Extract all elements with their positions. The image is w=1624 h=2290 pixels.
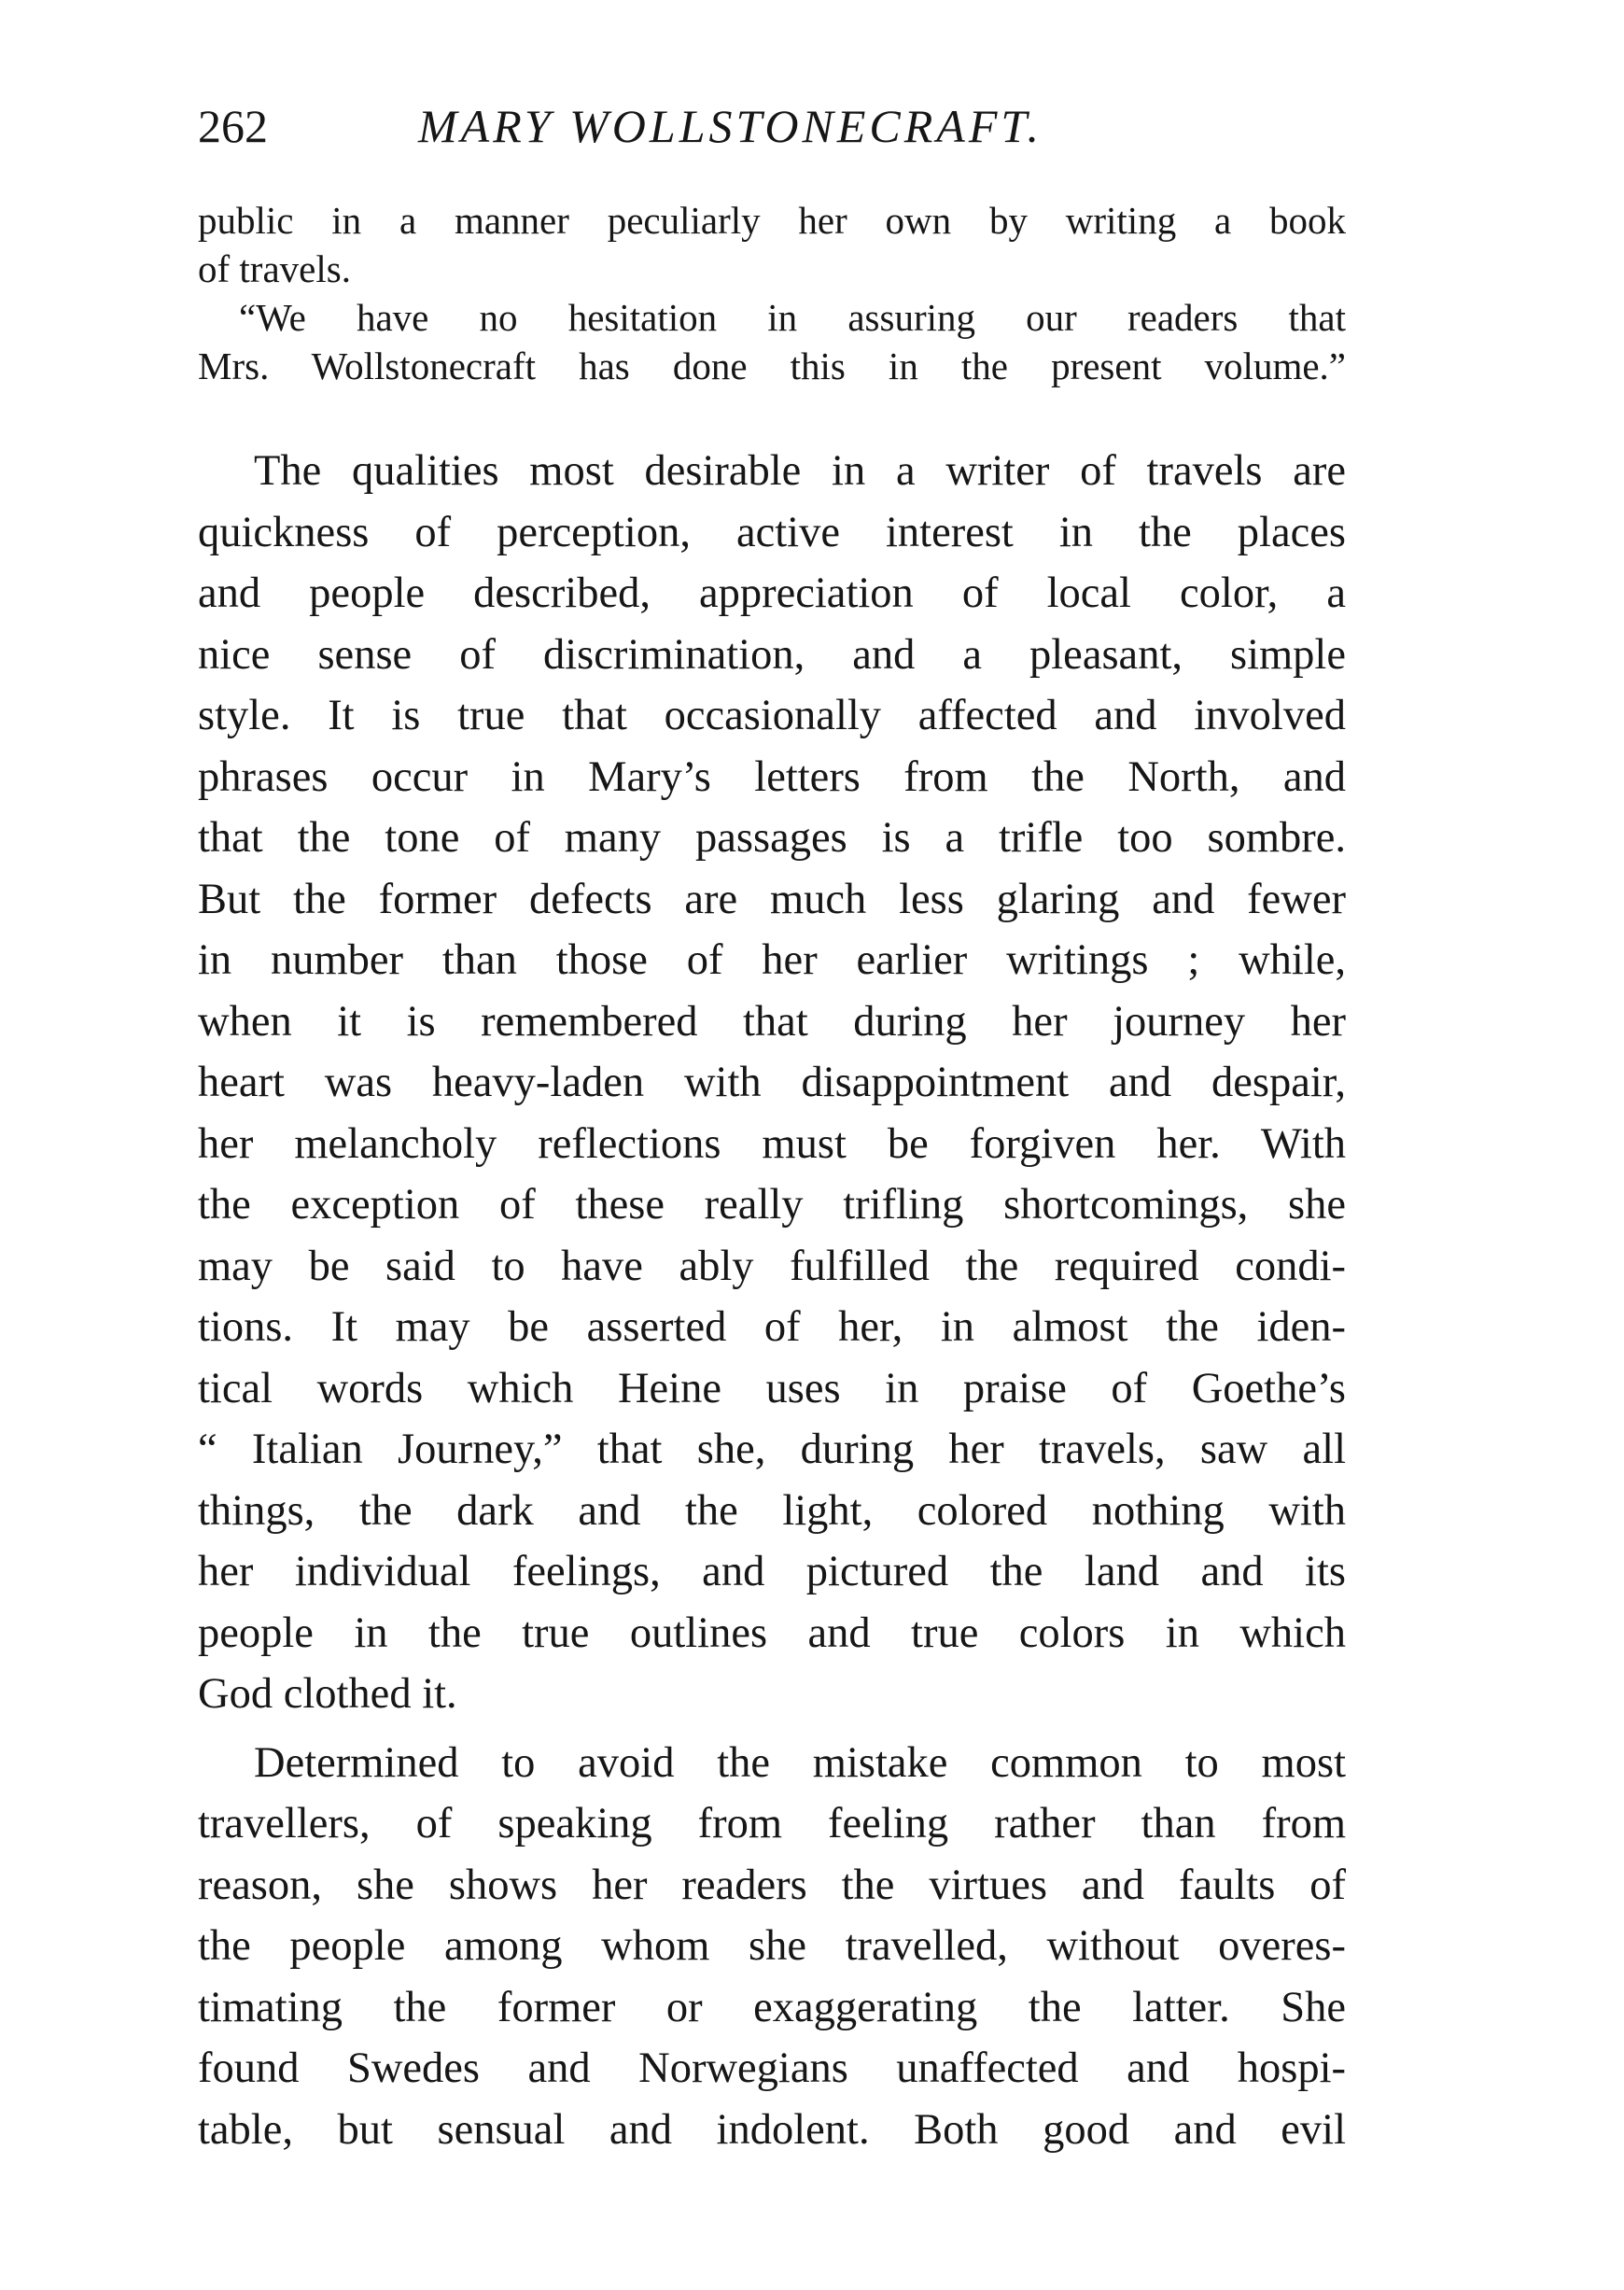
- text-line: table, but sensual and indolent. Both good and evil: [198, 2105, 1346, 2154]
- text-line: reason, she shows her readers the virtues and faults of: [198, 1861, 1346, 1909]
- text-line: timating the former or exaggerating the latter. She: [198, 1983, 1346, 2031]
- text-line: quickness of perception, active interest in the places: [198, 508, 1346, 556]
- text-line: her melancholy reflections must be forgiven her. With: [198, 1119, 1346, 1168]
- quote-line: of travels.: [198, 247, 351, 290]
- text-line: style. It is true that occasionally affected and involved: [198, 692, 1346, 739]
- quote-line: Mrs. Wollstonecraft has done this in the present volume.”: [198, 344, 1346, 387]
- text-line: nice sense of discrimination, and a pleasant, simple: [198, 630, 1346, 679]
- text-line: travellers, of speaking from feeling rather than from: [198, 1800, 1346, 1847]
- text-line: in number than those of her earlier writings ; while,: [198, 936, 1346, 984]
- text-line: Determined to avoid the mistake common to most: [254, 1738, 1346, 1787]
- text-line: But the former defects are much less glaring and fewer: [198, 875, 1346, 923]
- running-title: MARY WOLLSTONECRAFT.: [418, 100, 1043, 152]
- quote-line: public in a manner peculiarly her own by writing a book: [198, 199, 1346, 242]
- text-line: the people among whom she travelled, without overes-: [198, 1922, 1346, 1970]
- text-line: God clothed it.: [198, 1670, 457, 1718]
- text-line: her individual feelings, and pictured the land and its: [198, 1548, 1346, 1595]
- page-number: 262: [198, 100, 268, 152]
- page-header: [198, 93, 1346, 168]
- paragraph-1: [198, 441, 1346, 1725]
- text-line: The qualities most desirable in a writer of travels are: [254, 447, 1346, 495]
- text-line: “ Italian Journey,” that she, during her travels, saw all: [198, 1426, 1346, 1473]
- text-line: heart was heavy-laden with disappointment and despair,: [198, 1059, 1346, 1106]
- text-line: things, the dark and the light, colored nothing with: [198, 1486, 1346, 1535]
- text-line: tical words which Heine uses in praise of Goethe’s: [198, 1364, 1346, 1412]
- text-line: when it is remembered that during her journey her: [198, 997, 1346, 1046]
- text-line: phrases occur in Mary’s letters from the North, and: [198, 752, 1346, 801]
- paragraph-gap: [198, 1725, 1346, 1733]
- quotation-block: [198, 196, 1346, 390]
- text-line: and people described, appreciation of local color, a: [198, 569, 1346, 617]
- quote-line: “We have no hesitation in assuring our readers that: [239, 296, 1346, 339]
- text-line: may be said to have ably fulfilled the required condi-: [198, 1242, 1346, 1290]
- text-line: people in the true outlines and true colors in which: [198, 1609, 1346, 1657]
- text-line: the exception of these really trifling shortcomings, she: [198, 1181, 1346, 1229]
- text-line: that the tone of many passages is a trifle too sombre.: [198, 814, 1346, 862]
- text-line: found Swedes and Norwegians unaffected and hospi-: [198, 2044, 1346, 2092]
- text-line: tions. It may be asserted of her, in almost the iden-: [198, 1303, 1346, 1351]
- body-text: [198, 441, 1346, 2160]
- paragraph-2: [198, 1733, 1346, 2161]
